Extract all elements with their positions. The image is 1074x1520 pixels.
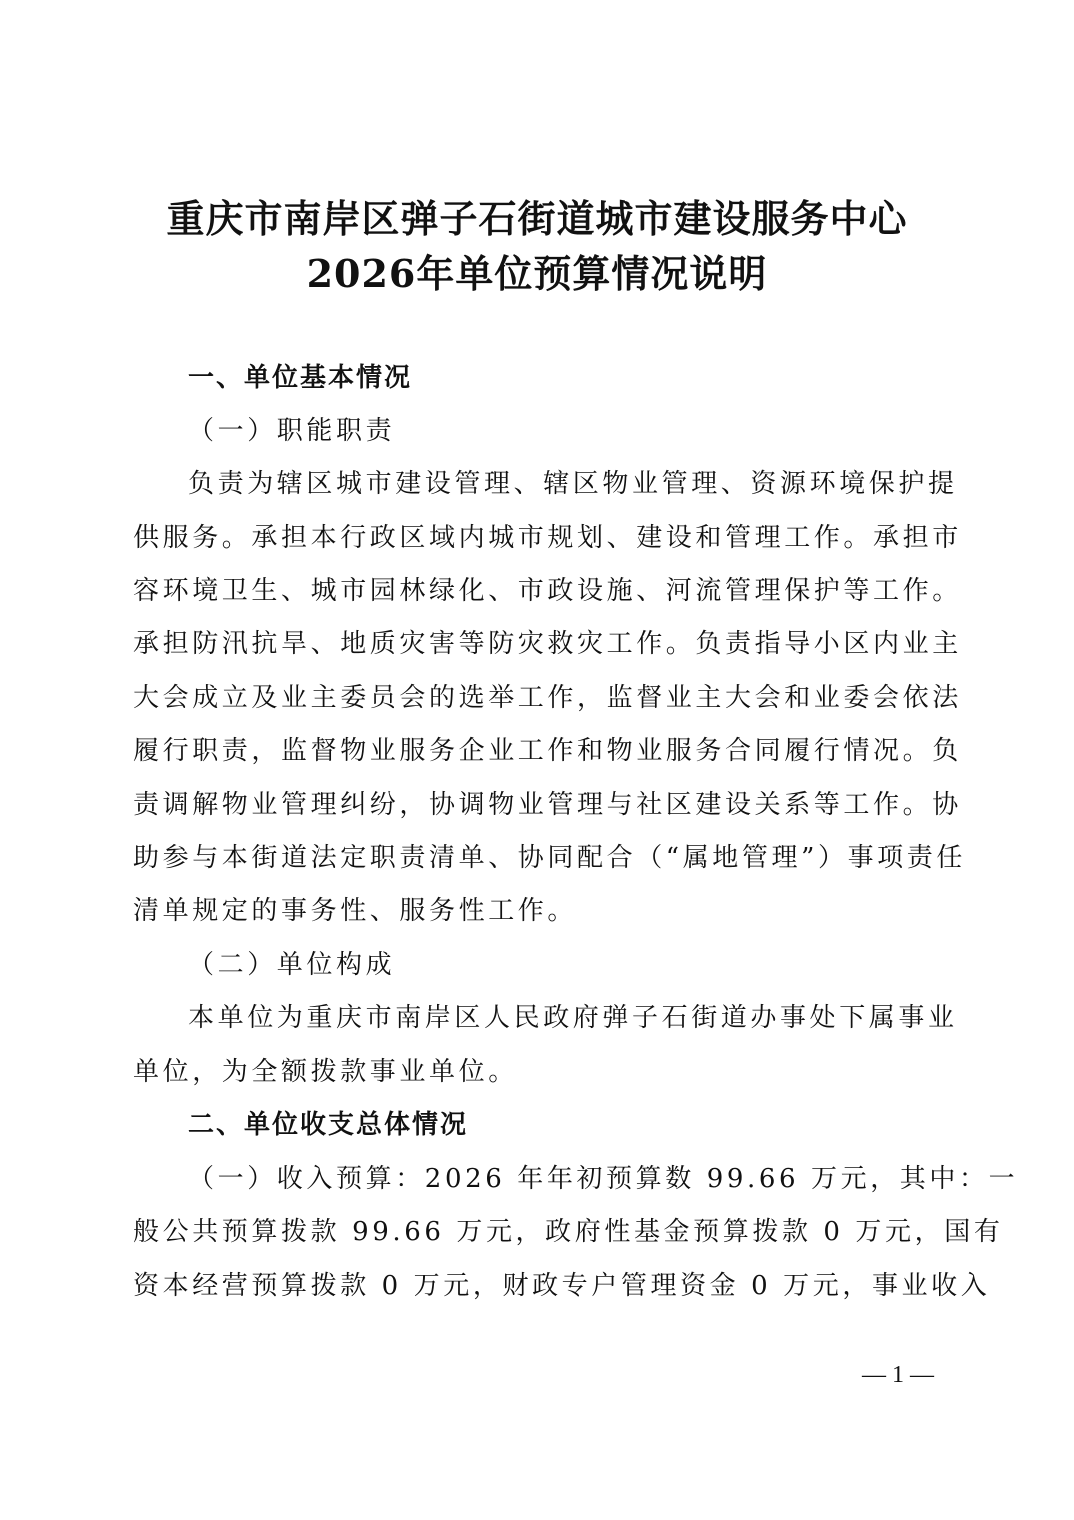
paragraph-line: 资本经营预算拨款 0 万元，财政专户管理资金 0 万元，事业收入 xyxy=(133,1271,991,1301)
paragraph-line: 容环境卫生、城市园林绿化、市政设施、河流管理保护等工作。 xyxy=(133,576,962,606)
paragraph-line: 般公共预算拨款 99.66 万元，政府性基金预算拨款 0 万元，国有 xyxy=(133,1217,1004,1247)
paragraph-line: 助参与本街道法定职责清单、协同配合（“属地管理”）事项责任 xyxy=(133,843,966,873)
paragraph-line: 本单位为重庆市南岸区人民政府弹子石街道办事处下属事业 xyxy=(188,1003,958,1033)
paragraph-line: 供服务。承担本行政区域内城市规划、建设和管理工作。承担市 xyxy=(133,523,962,553)
paragraph-line: （一）收入预算：2026 年年初预算数 99.66 万元，其中：一 xyxy=(188,1164,1019,1194)
document-title-line-1: 重庆市南岸区弹子石街道城市建设服务中心 xyxy=(166,196,908,241)
subheading-functions: （一）职能职责 xyxy=(188,416,396,446)
paragraph-line: 责调解物业管理纠纷，协调物业管理与社区建设关系等工作。协 xyxy=(133,790,962,820)
document-title-line-2: 2026年单位预算情况说明 xyxy=(306,251,768,296)
paragraph-line: 承担防汛抗旱、地质灾害等防灾救灾工作。负责指导小区内业主 xyxy=(133,629,962,659)
paragraph-line: 清单规定的事务性、服务性工作。 xyxy=(133,896,578,926)
paragraph-line: 单位，为全额拨款事业单位。 xyxy=(133,1057,518,1087)
page-number: — 1 — xyxy=(862,1362,934,1388)
section-heading-budget-overview: 二、单位收支总体情况 xyxy=(188,1110,469,1140)
section-heading-basic-info: 一、单位基本情况 xyxy=(188,363,413,393)
subheading-composition: （二）单位构成 xyxy=(188,950,396,980)
paragraph-line: 履行职责，监督物业服务企业工作和物业服务合同履行情况。负 xyxy=(133,736,962,766)
paragraph-line: 大会成立及业主委员会的选举工作，监督业主大会和业委会依法 xyxy=(133,683,962,713)
paragraph-line: 负责为辖区城市建设管理、辖区物业管理、资源环境保护提 xyxy=(188,469,958,499)
